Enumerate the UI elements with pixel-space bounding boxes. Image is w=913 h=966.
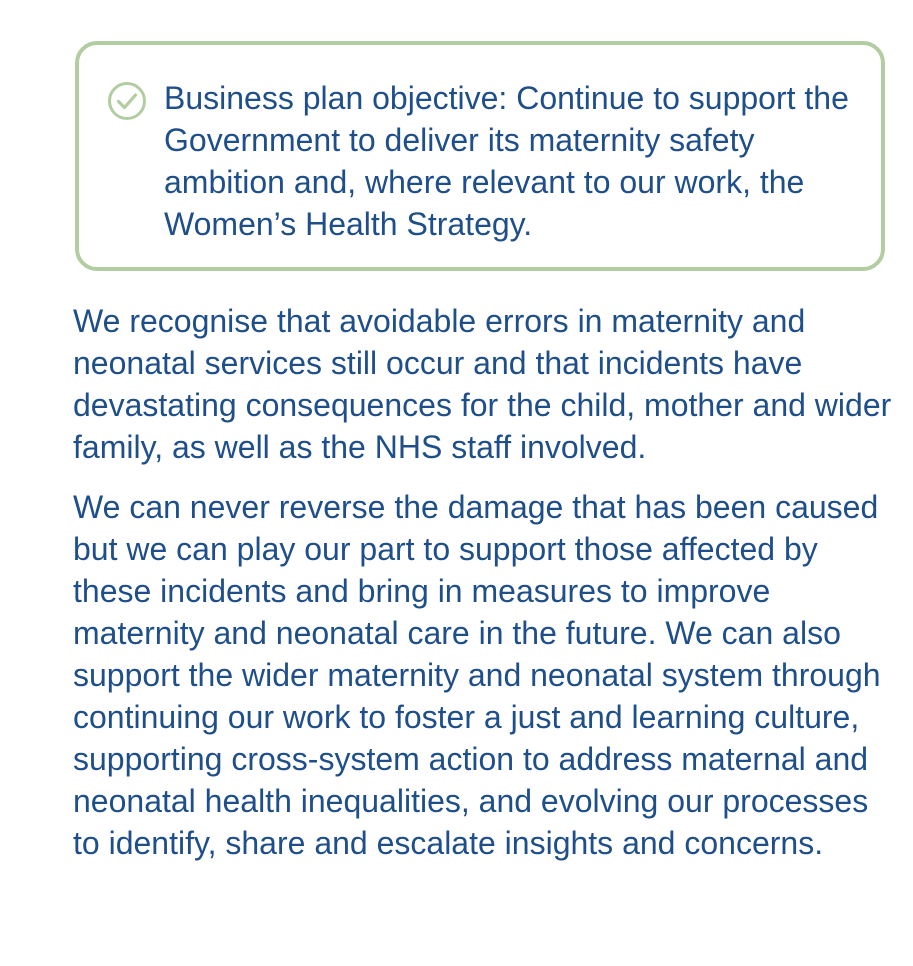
body-paragraph-1: We recognise that avoidable errors in maternity and neonatal services still occur and that incidents have devastating consequences for the child, mother and wider family, as well as the NHS staff involved. xyxy=(73,303,892,465)
check-circle-icon xyxy=(107,81,147,121)
objective-callout-box xyxy=(75,41,885,271)
objective-text: Business plan objective: Continue to support the Government to deliver its maternity safety ambition and, where relevant to our work, the Women’s Health Strategy. xyxy=(164,80,849,242)
body-paragraph-2: We can never reverse the damage that has been caused but we can play our part to support those affected by these incidents and bring in measures to improve maternity and neonatal care in the future. We can also support the wider maternity and neonatal system through continuing our work to foster a just and learning culture, supporting cross-system action to address maternal and neonatal health inequalities, and evolving our processes to identify, share and escalate insights and concerns. xyxy=(73,489,881,861)
